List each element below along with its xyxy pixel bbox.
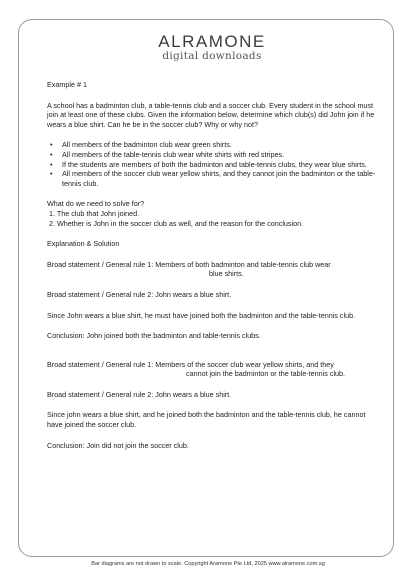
part1-rule1: Broad statement / General rule 1: Members of both badminton and table-tennis club wear xyxy=(47,259,331,269)
solve-heading: What do we need to solve for? xyxy=(47,199,145,209)
part1-rule1-continuation: blue shirts. xyxy=(209,269,244,279)
solve-list xyxy=(47,209,382,228)
part1-conclusion: Conclusion: John joined both the badminton and table-tennis clubs. xyxy=(47,331,261,341)
explanation-heading: Explanation & Solution xyxy=(47,239,120,249)
list-item: • All members of the soccer club wear yellow shirts, and they cannot join the badminton or the table-tennis club. xyxy=(47,169,382,188)
list-item: • All members of the badminton club wear green shirts. xyxy=(47,140,382,150)
part2-rule1: Broad statement / General rule 1: Members of the soccer club wear yellow shirts, and they xyxy=(47,359,334,369)
example-heading: Example # 1 xyxy=(47,80,87,89)
given-information-list xyxy=(47,140,382,188)
brand-logo xyxy=(147,33,277,62)
list-item: • All members of the table-tennis club wear white shirts with red stripes. xyxy=(47,150,382,160)
problem-intro: A school has a badminton club, a table-tennis club and a soccer club. Every student in the school must join at least one of these clubs. Given the information below, determine which club(s) did John join if he wears a blue shirt. Can he be in the soccer club? Why or why not? xyxy=(47,100,375,129)
part2-rule1-continuation: cannot join the badminton or the table-tennis club. xyxy=(186,369,346,379)
list-item: 1. The club that John joined. xyxy=(49,208,140,218)
part2-rule2: Broad statement / General rule 2: John wears a blue shirt. xyxy=(47,389,232,399)
list-item: • If the students are members of both the badminton and table-tennis clubs, they wear blue shirts. xyxy=(47,160,382,170)
list-item: 2. Whether is John in the soccer club as well, and the reason for the conclusion. xyxy=(49,218,304,228)
part1-reasoning: Since John wears a blue shirt, he must have joined both the badminton and the table-tennis club. xyxy=(47,310,356,320)
logo-brand-name: ALRAMONE xyxy=(158,32,266,51)
part1-rule2: Broad statement / General rule 2: John wears a blue shirt. xyxy=(47,289,232,299)
part2-reasoning: Since john wears a blue shirt, and he joined both the badminton and the table-tennis club, he cannot have joined the soccer club. xyxy=(47,410,366,430)
logo-tagline: digital downloads xyxy=(162,50,262,62)
document-body xyxy=(47,80,382,450)
page-footer: Bar diagrams are not drawn to scale. Copyright Aramone Pte Ltd, 2025 www.alramone.com.sg xyxy=(91,561,325,567)
part2-conclusion: Conclusion: Join did not join the soccer club. xyxy=(47,440,189,450)
